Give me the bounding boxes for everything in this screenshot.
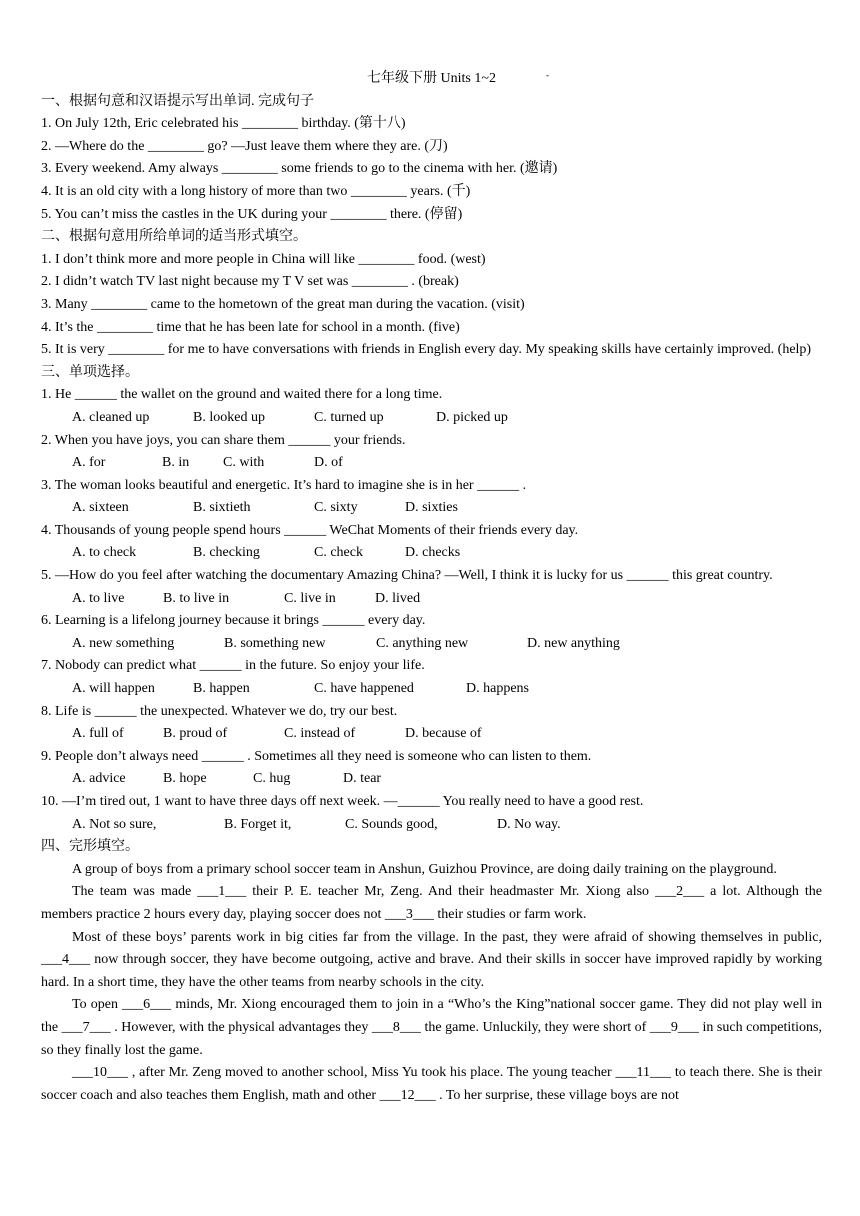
section1-item: 1. On July 12th, Eric celebrated his ________ birthday. (第十八) — [41, 116, 406, 132]
cloze-paragraph: To open ___6___ minds, Mr. Xiong encouraged them to join in a “Who’s the King”national soccer game. They did not play well in the ___7___ . However, with the physical advantages they ___8___ the game. Unluckily, they were short of ___9___ in such competitions, so they finally lost the game. — [41, 997, 822, 1058]
option-c: C. live in — [284, 590, 336, 606]
cloze-paragraph: The team was made ___1___ their P. E. teacher Mr, Zeng. And their headmaster Mr. Xiong also ___2___ a lot. Although the members practice 2 hours every day, playing soccer does not ___3___ their studies or farm work. — [41, 884, 822, 922]
option-c: C. have happened — [314, 681, 414, 697]
option-a: A. advice — [72, 771, 126, 787]
option-b: B. hope — [163, 771, 207, 787]
option-c: C. anything new — [376, 635, 469, 651]
section1-item: 3. Every weekend. Amy always ________ some friends to go to the cinema with her. (邀请) — [41, 161, 558, 177]
option-b: B. in — [162, 455, 190, 471]
option-b: B. sixtieth — [193, 500, 251, 516]
question-text: 2. When you have joys, you can share them ______ your friends. — [41, 432, 406, 448]
option-d: D. because of — [405, 726, 482, 742]
option-d: D. happens — [466, 681, 529, 697]
section1-item: 2. —Where do the ________ go? —Just leave them where they are. (刀) — [41, 138, 448, 154]
question-text: 1. He ______ the wallet on the ground and waited there for a long time. — [41, 387, 443, 403]
question-text: 5. —How do you feel after watching the documentary Amazing China? —Well, I think it is lucky for us ______ this great country. — [41, 568, 773, 584]
question-options — [41, 678, 822, 701]
option-b: B. to live in — [163, 590, 230, 606]
option-d: D. of — [314, 455, 343, 471]
option-a: A. will happen — [72, 681, 155, 697]
title-mark: - — [546, 70, 549, 80]
question-options — [41, 633, 822, 656]
question-options — [41, 588, 822, 611]
cloze-paragraph: Most of these boys’ parents work in big cities far from the village. In the past, they were afraid of showing themselves in public, ___4___ now through soccer, they have become outgoing, active and brave. And their skills in soccer have improved rapidly by working hard. In a short time, they have the other teams from nearby schools in the city. — [41, 929, 822, 990]
section2-item: 3. Many ________ came to the hometown of the great man during the vacation. (visit) — [41, 296, 525, 312]
option-a: A. Not so sure, — [72, 816, 157, 832]
option-d: D. picked up — [436, 409, 508, 425]
option-b: B. something new — [224, 635, 326, 651]
question-options — [41, 814, 822, 837]
section1-item: 5. You can’t miss the castles in the UK during your ________ there. (停留) — [41, 206, 463, 222]
option-b: B. looked up — [193, 409, 265, 425]
option-a: A. full of — [72, 726, 124, 742]
question-text: 3. The woman looks beautiful and energetic. It’s hard to imagine she is in her ______ . — [41, 477, 527, 493]
option-d: D. lived — [375, 590, 421, 606]
section2-item: 1. I don’t think more and more people in China will like ________ food. (west) — [41, 251, 486, 267]
option-b: B. Forget it, — [224, 816, 292, 832]
option-c: C. hug — [253, 771, 291, 787]
question-text: 6. Learning is a lifelong journey because it brings ______ every day. — [41, 613, 426, 629]
question-text: 7. Nobody can predict what ______ in the future. So enjoy your life. — [41, 658, 425, 674]
page-title-row — [41, 68, 822, 91]
option-a: A. cleaned up — [72, 409, 150, 425]
section1-heading: 一、根据句意和汉语提示写出单词. 完成句子 — [41, 93, 314, 109]
option-d: D. new anything — [527, 635, 620, 651]
option-c: C. Sounds good, — [345, 816, 438, 832]
question-options — [41, 407, 822, 430]
option-d: D. checks — [405, 545, 461, 561]
option-c: C. sixty — [314, 500, 358, 516]
option-d: D. sixties — [405, 500, 458, 516]
cloze-paragraph: ___10___ , after Mr. Zeng moved to another school, Miss Yu took his place. The young teacher ___11___ to teach there. She is their soccer coach and also teaches them English, math and other ___12___ . To her surprise, these village boys are not — [41, 1065, 822, 1103]
option-b: B. checking — [193, 545, 260, 561]
option-d: D. No way. — [497, 816, 561, 832]
section2-item: 2. I didn’t watch TV last night because my T V set was ________ . (break) — [41, 274, 459, 290]
section2-item: 5. It is very ________ for me to have conversations with friends in English every day. My speaking skills have certainly improved. (help) — [41, 342, 812, 358]
cloze-paragraph: A group of boys from a primary school soccer team in Anshun, Guizhou Province, are doing daily training on the playground. — [72, 861, 777, 877]
option-a: A. sixteen — [72, 500, 129, 516]
question-text: 4. Thousands of young people spend hours ______ WeChat Moments of their friends every day. — [41, 522, 579, 538]
option-d: D. tear — [343, 771, 382, 787]
option-b: B. happen — [193, 681, 250, 697]
section2-heading: 二、根据句意用所给单词的适当形式填空。 — [41, 229, 307, 245]
question-text: 10. —I’m tired out, 1 want to have three days off next week. —______ You really need to have a good rest. — [41, 794, 644, 809]
question-text: 9. People don’t always need ______ . Sometimes all they need is someone who can listen to them. — [41, 748, 592, 764]
option-c: C. turned up — [314, 409, 384, 425]
option-b: B. proud of — [163, 726, 228, 742]
section1-item: 4. It is an old city with a long history of more than two ________ years. (千) — [41, 183, 471, 199]
question-text: 8. Life is ______ the unexpected. Whatever we do, try our best. — [41, 703, 398, 719]
question-options — [41, 723, 822, 746]
question-options — [41, 768, 822, 791]
option-a: A. to check — [72, 545, 137, 561]
worksheet-page — [41, 68, 822, 1107]
option-a: A. to live — [72, 590, 125, 606]
option-a: A. new something — [72, 635, 175, 651]
question-options — [41, 497, 822, 520]
question-options — [41, 542, 822, 565]
section3-heading: 三、单项选择。 — [41, 364, 139, 380]
section4-heading: 四、完形填空。 — [41, 839, 139, 855]
section2-item: 4. It’s the ________ time that he has been late for school in a month. (five) — [41, 319, 460, 335]
option-c: C. check — [314, 545, 363, 561]
page-title: 七年级下册 Units 1~2 — [367, 71, 496, 86]
option-c: C. instead of — [284, 726, 356, 742]
option-a: A. for — [72, 455, 106, 471]
option-c: C. with — [223, 455, 265, 471]
question-options — [41, 452, 822, 475]
